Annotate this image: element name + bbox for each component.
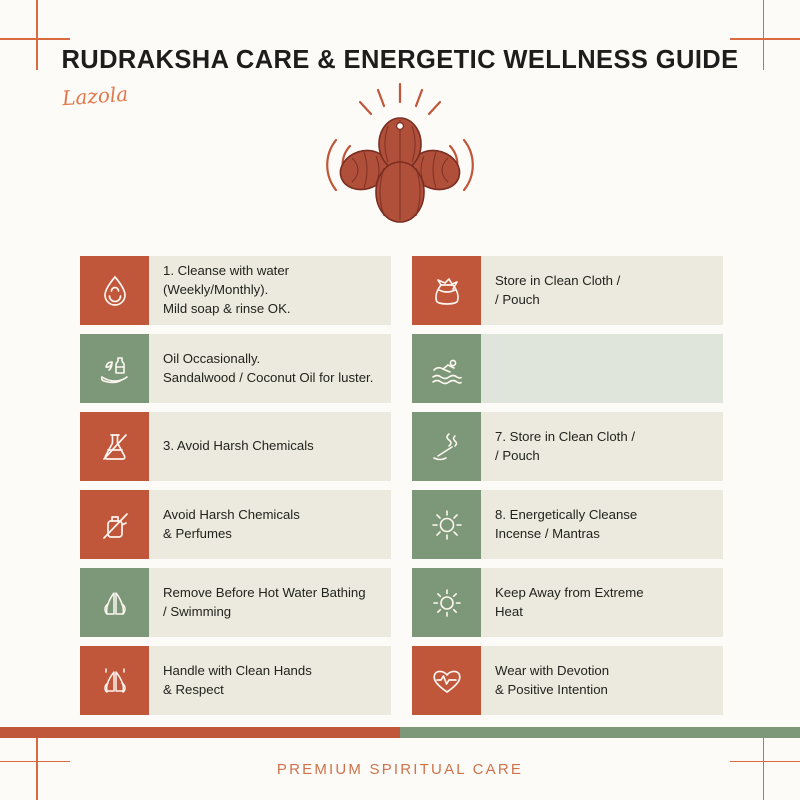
tip-line: Mild soap & rinse OK. [163, 300, 291, 316]
flask-no-chemicals-icon [80, 412, 149, 481]
tip-card [80, 334, 391, 403]
tip-line: & Perfumes [163, 525, 232, 541]
tip-line: 1. Cleanse with water [163, 263, 290, 279]
praying-hands-icon [80, 568, 149, 637]
tip-card [412, 256, 723, 325]
rudraksha-beads-illustration [300, 82, 500, 237]
tip-line: Incense / Mantras [495, 525, 600, 541]
tip-card [80, 412, 391, 481]
tip-line: Sandalwood / Coconut Oil for luster. [163, 369, 374, 385]
tip-line: & Respect [163, 681, 224, 697]
tip-text [149, 568, 391, 637]
footer-bar-terracotta-segment [0, 727, 400, 738]
tip-card [80, 568, 391, 637]
corner-mark-top-left-horizontal [0, 38, 70, 40]
tip-card [412, 646, 723, 715]
tip-text [481, 568, 723, 637]
tip-line: & Positive Intention [495, 681, 608, 697]
tip-line: Avoid Harsh Chemicals [163, 506, 300, 522]
tip-line: 7. Store in Clean Cloth / [495, 428, 636, 444]
water-drop-icon [80, 256, 149, 325]
footer-color-bar [0, 727, 800, 738]
oil-hand-icon [80, 334, 149, 403]
tip-line: Wear with Devotion [495, 662, 610, 678]
tip-card [412, 334, 723, 403]
tip-line: / Pouch [495, 447, 540, 463]
tips-grid [80, 256, 723, 715]
tip-line: Store in Clean Cloth / [495, 272, 621, 288]
no-perfume-icon [80, 490, 149, 559]
pouch-bag-icon [412, 256, 481, 325]
tip-line: Heat [495, 603, 523, 619]
tip-card [80, 646, 391, 715]
incense-smoke-icon [412, 412, 481, 481]
page-title: RUDRAKSHA CARE & ENERGETIC WELLNESS GUIDE [61, 46, 739, 74]
tip-line: Handle with Clean Hands [163, 662, 312, 678]
tip-line: / Pouch [495, 291, 540, 307]
tip-card [412, 412, 723, 481]
tip-text [149, 490, 391, 559]
sun-rays-icon [412, 490, 481, 559]
tip-text [481, 256, 723, 325]
tip-text [481, 646, 723, 715]
tip-text [149, 334, 391, 403]
footer-tagline: PREMIUM SPIRITUAL CARE [276, 761, 524, 778]
corner-mark-top-right-horizontal [730, 38, 800, 40]
tip-card [80, 490, 391, 559]
swimming-icon [412, 334, 481, 403]
tip-card [412, 568, 723, 637]
heart-pulse-icon [412, 646, 481, 715]
brand-logo-text: Lazola [61, 81, 129, 111]
tip-card [80, 256, 391, 325]
tip-text [149, 412, 391, 481]
tip-card [412, 490, 723, 559]
tip-line: 3. Avoid Harsh Chemicals [163, 438, 314, 454]
tip-text [481, 412, 723, 481]
tip-text [481, 490, 723, 559]
footer-bar-sage-segment [400, 727, 800, 738]
sun-heat-icon [412, 568, 481, 637]
tip-text [149, 256, 391, 325]
tip-text [481, 334, 723, 403]
tip-line: / Swimming [163, 603, 232, 619]
tip-line: (Weekly/Monthly). [163, 282, 269, 298]
tip-line: 8. Energetically Cleanse [495, 506, 638, 522]
tip-line: Remove Before Hot Water Bathing [163, 584, 366, 600]
clean-hands-icon [80, 646, 149, 715]
tip-line: Keep Away from Extreme [495, 584, 644, 600]
tip-line: Oil Occasionally. [163, 350, 261, 366]
tip-text [149, 646, 391, 715]
